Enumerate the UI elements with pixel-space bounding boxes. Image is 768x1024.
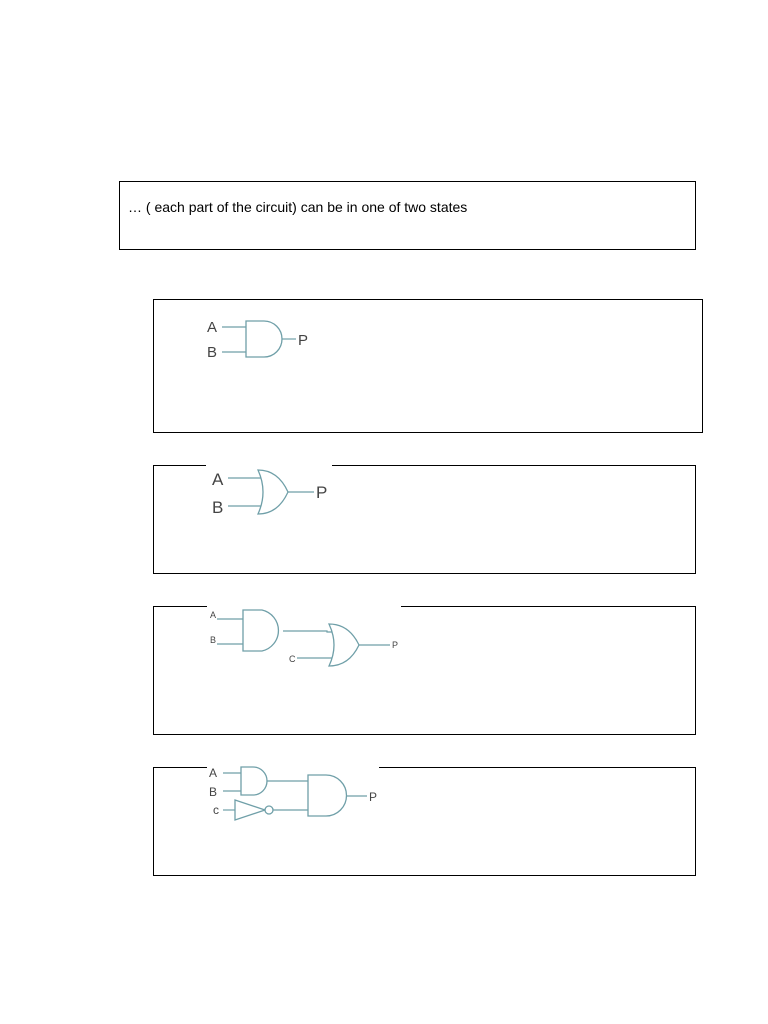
input-c-label: C xyxy=(289,654,296,664)
or-gate-box xyxy=(153,465,696,574)
not-gate-symbol xyxy=(235,800,265,820)
and-or-diagram xyxy=(207,604,401,670)
or-gate-symbol xyxy=(329,624,359,666)
input-b-label: B xyxy=(209,785,218,799)
output-p-label: P xyxy=(298,332,309,349)
and-not-diagram xyxy=(207,765,379,827)
input-a-label: A xyxy=(210,610,217,620)
input-a-label: A xyxy=(209,766,218,780)
and-or-circuit-box xyxy=(153,606,696,735)
inverter-bubble xyxy=(265,806,273,814)
input-b-label: B xyxy=(212,498,224,517)
and-gate-symbol xyxy=(246,321,282,357)
intro-box xyxy=(119,181,696,250)
or-gate-symbol xyxy=(258,470,288,514)
intro-text: … ( each part of the circuit) can be in one of two states xyxy=(128,199,468,215)
and-gate-symbol xyxy=(241,767,267,795)
and-gate-diagram xyxy=(204,316,324,366)
and-not-circuit-box xyxy=(153,767,696,876)
input-c-label: c xyxy=(213,803,219,817)
output-p-label: P xyxy=(369,790,378,804)
input-b-label: B xyxy=(207,344,218,361)
input-a-label: A xyxy=(207,319,218,336)
output-p-label: P xyxy=(316,483,328,502)
input-b-label: B xyxy=(210,635,217,645)
or-gate-diagram xyxy=(206,463,332,521)
and-gate-symbol xyxy=(308,775,347,816)
and-gate-symbol xyxy=(243,610,278,651)
input-a-label: A xyxy=(212,470,224,489)
output-p-label: P xyxy=(392,640,399,650)
and-gate-box xyxy=(153,299,703,433)
